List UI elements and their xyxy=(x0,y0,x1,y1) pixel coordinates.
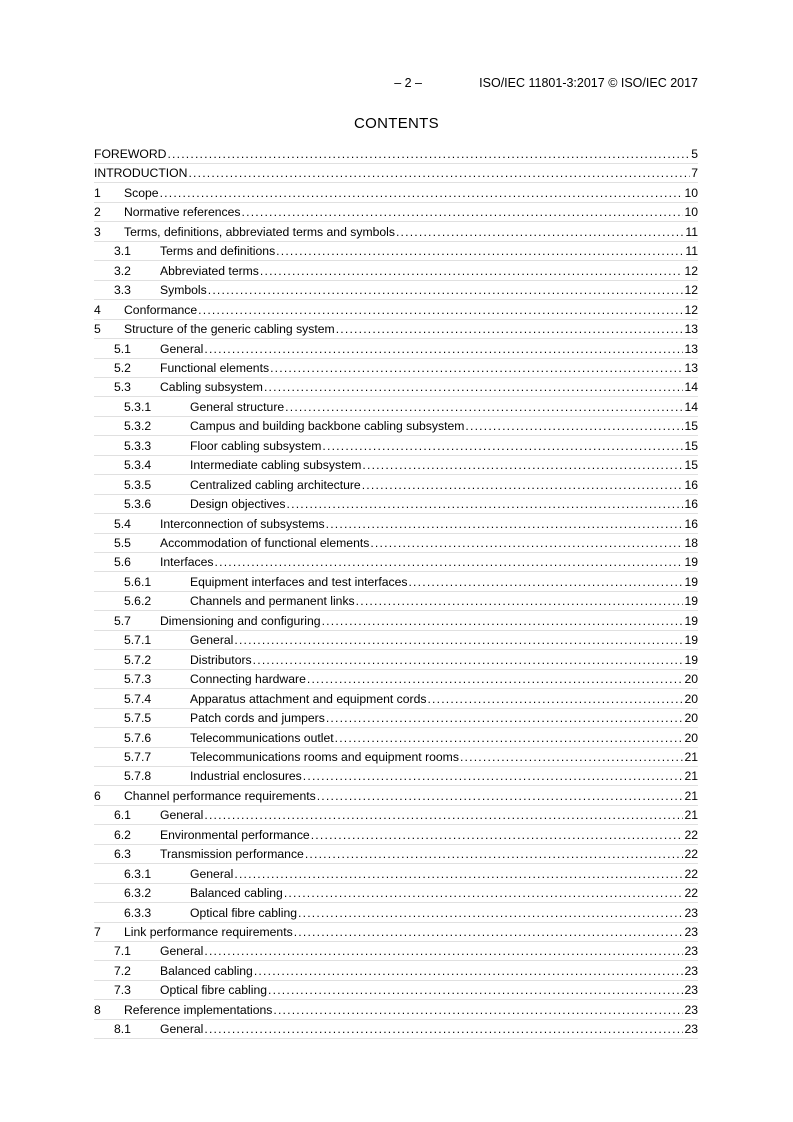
toc-dot-leader xyxy=(254,963,684,979)
toc-entry[interactable] xyxy=(94,632,698,648)
toc-separator xyxy=(94,280,698,281)
toc-entry[interactable] xyxy=(94,613,698,629)
toc-entry-page: 19 xyxy=(684,633,698,648)
toc-entry[interactable] xyxy=(94,788,698,804)
toc-separator xyxy=(94,260,698,261)
toc-separator xyxy=(94,163,698,164)
toc-dot-leader xyxy=(204,807,683,823)
toc-separator xyxy=(94,358,698,359)
toc-separator xyxy=(94,494,698,495)
toc-dot-leader xyxy=(270,360,683,376)
toc-entry-label: Abbreviated terms xyxy=(160,263,259,278)
toc-entry-number: 6.2 xyxy=(114,827,131,842)
toc-separator xyxy=(94,766,698,767)
toc-entry[interactable] xyxy=(94,943,698,959)
toc-dot-leader xyxy=(335,730,684,746)
toc-entry[interactable] xyxy=(94,516,698,532)
toc-entry-label: Industrial enclosures xyxy=(190,769,302,784)
toc-entry-label: Interfaces xyxy=(160,555,214,570)
toc-entry-page: 23 xyxy=(684,983,698,998)
toc-separator xyxy=(94,960,698,961)
toc-entry[interactable] xyxy=(94,885,698,901)
toc-entry-label: General xyxy=(160,944,204,959)
toc-entry-page: 16 xyxy=(684,516,698,531)
toc-entry-page: 21 xyxy=(684,788,698,803)
toc-entry-number: 7.3 xyxy=(114,983,131,998)
toc-separator xyxy=(94,785,698,786)
toc-dot-leader xyxy=(234,632,683,648)
toc-entry-number: 7 xyxy=(94,925,101,939)
toc-entry[interactable] xyxy=(94,924,698,940)
toc-entry-page: 11 xyxy=(685,224,698,239)
toc-dot-leader xyxy=(326,516,684,532)
toc-entry-label: FOREWORD xyxy=(94,147,167,161)
toc-entry[interactable] xyxy=(94,535,698,551)
toc-entry[interactable] xyxy=(94,671,698,687)
standard-id: ISO/IEC 11801-3:2017 © ISO/IEC 2017 xyxy=(479,76,698,90)
toc-entry-label: Equipment interfaces and test interfaces xyxy=(190,574,408,589)
toc-entry[interactable] xyxy=(94,496,698,512)
toc-entry-number: 5.7.3 xyxy=(124,672,152,687)
toc-entry-label: Interconnection of subsystems xyxy=(160,516,325,531)
toc-entry-page: 23 xyxy=(684,925,698,939)
toc-entry-page: 19 xyxy=(684,574,698,589)
toc-entry-page: 10 xyxy=(684,205,698,220)
toc-entry[interactable] xyxy=(94,730,698,746)
toc-entry-number: 5.3 xyxy=(114,380,131,395)
toc-entry[interactable] xyxy=(94,165,698,181)
toc-entry-label: Channels and permanent links xyxy=(190,594,355,609)
toc-entry[interactable] xyxy=(94,905,698,921)
toc-separator xyxy=(94,474,698,475)
toc-entry-page: 15 xyxy=(684,419,698,434)
toc-separator xyxy=(94,883,698,884)
toc-entry-number: 5.7.6 xyxy=(124,730,152,745)
toc-entry-label: Conformance xyxy=(124,302,198,317)
toc-entry-number: 3.3 xyxy=(114,283,131,298)
toc-dot-leader xyxy=(204,943,683,959)
toc-entry-page: 5 xyxy=(691,147,698,161)
toc-separator xyxy=(94,182,698,183)
toc-dot-leader xyxy=(215,554,684,570)
toc-separator xyxy=(94,922,698,923)
toc-separator xyxy=(94,941,698,942)
toc-separator xyxy=(94,202,698,203)
toc-dot-leader xyxy=(294,924,684,940)
toc-entry[interactable] xyxy=(94,438,698,454)
toc-dot-leader xyxy=(305,846,684,862)
toc-entry-page: 14 xyxy=(684,399,698,414)
toc-entry-page: 15 xyxy=(684,438,698,453)
toc-dot-leader xyxy=(326,710,684,726)
toc-separator xyxy=(94,455,698,456)
toc-entry-number: 8.1 xyxy=(114,1022,131,1037)
toc-entry-label: Reference implementations xyxy=(124,1002,273,1017)
toc-separator xyxy=(94,844,698,845)
toc-dot-leader xyxy=(204,341,683,357)
toc-separator xyxy=(94,708,698,709)
toc-separator xyxy=(94,377,698,378)
toc-separator xyxy=(94,513,698,514)
toc-entry-page: 14 xyxy=(684,380,698,395)
toc-entry-label: Balanced cabling xyxy=(160,963,253,978)
toc-separator xyxy=(94,435,698,436)
toc-separator xyxy=(94,669,698,670)
toc-entry-label: General xyxy=(160,341,204,356)
toc-separator xyxy=(94,863,698,864)
toc-entry-label: Symbols xyxy=(160,283,207,298)
toc-entry-number: 5.6.2 xyxy=(124,594,152,609)
toc-entry-number: 5.7.8 xyxy=(124,769,152,784)
toc-dot-leader xyxy=(287,496,684,512)
toc-entry-number: 5.7.1 xyxy=(124,633,152,648)
toc-entry-page: 23 xyxy=(684,905,698,920)
toc-entry-label: Floor cabling subsystem xyxy=(190,438,322,453)
toc-separator xyxy=(94,902,698,903)
toc-dot-leader xyxy=(303,768,684,784)
toc-entry[interactable] xyxy=(94,593,698,609)
toc-entry-number: 5.7.2 xyxy=(124,652,152,667)
toc-entry-label: General structure xyxy=(190,399,285,414)
toc-entry-number: 5.7.7 xyxy=(124,749,152,764)
toc-entry-label: Structure of the generic cabling system xyxy=(124,322,335,337)
toc-entry-page: 19 xyxy=(684,652,698,667)
toc-entry-label: Intermediate cabling subsystem xyxy=(190,458,362,473)
toc-dot-leader xyxy=(188,165,690,181)
toc-dot-leader xyxy=(322,438,683,454)
toc-separator xyxy=(94,1038,698,1039)
toc-separator xyxy=(94,241,698,242)
toc-entry-number: 6.1 xyxy=(114,808,131,823)
toc-dot-leader xyxy=(198,302,683,318)
toc-entry-label: Normative references xyxy=(124,205,241,220)
toc-entry-label: Campus and building backbone cabling subsystem xyxy=(190,419,465,434)
toc-entry-number: 8 xyxy=(94,1002,101,1017)
toc-entry-label: Apparatus attachment and equipment cords xyxy=(190,691,427,706)
toc-entry-number: 5.7 xyxy=(114,613,131,628)
toc-entry-label: Distributors xyxy=(190,652,252,667)
toc-dot-leader xyxy=(396,224,684,240)
toc-separator xyxy=(94,396,698,397)
page-header xyxy=(94,76,698,92)
toc-entry[interactable] xyxy=(94,379,698,395)
toc-entry-page: 22 xyxy=(684,866,698,881)
toc-entry-page: 16 xyxy=(684,497,698,512)
toc-entry[interactable] xyxy=(94,691,698,707)
toc-entry[interactable] xyxy=(94,963,698,979)
toc-entry[interactable] xyxy=(94,360,698,376)
toc-entry-number: 5.6 xyxy=(114,555,131,570)
toc-entry-label: Cabling subsystem xyxy=(160,380,263,395)
toc-dot-leader xyxy=(234,866,683,882)
toc-dot-leader xyxy=(427,691,683,707)
toc-entry[interactable] xyxy=(94,554,698,570)
toc-entry[interactable] xyxy=(94,846,698,862)
toc-entry-page: 19 xyxy=(684,594,698,609)
toc-entry-page: 22 xyxy=(684,886,698,901)
toc-entry-label: INTRODUCTION xyxy=(94,166,188,181)
toc-separator xyxy=(94,747,698,748)
toc-entry-label: Telecommunications rooms and equipment rooms xyxy=(190,749,459,764)
toc-separator xyxy=(94,319,698,320)
toc-entry-page: 11 xyxy=(685,244,698,259)
toc-dot-leader xyxy=(408,574,683,590)
toc-entry-number: 5.4 xyxy=(114,516,131,531)
toc-entry[interactable] xyxy=(94,302,698,318)
toc-entry[interactable] xyxy=(94,768,698,784)
toc-separator xyxy=(94,980,698,981)
toc-dot-leader xyxy=(264,379,683,395)
toc-entry-page: 21 xyxy=(684,808,698,823)
toc-dot-leader xyxy=(260,263,684,279)
toc-entry-page: 20 xyxy=(684,691,698,706)
toc-separator xyxy=(94,688,698,689)
toc-entry[interactable] xyxy=(94,1002,698,1018)
toc-entry-number: 7.1 xyxy=(114,944,131,959)
toc-dot-leader xyxy=(311,827,684,843)
toc-entry-number: 5.3.5 xyxy=(124,477,152,492)
toc-entry-page: 13 xyxy=(684,341,698,356)
toc-dot-leader xyxy=(336,321,684,337)
toc-entry[interactable] xyxy=(94,652,698,668)
toc-separator xyxy=(94,533,698,534)
toc-entry[interactable] xyxy=(94,185,698,201)
toc-entry[interactable] xyxy=(94,399,698,415)
toc-separator xyxy=(94,727,698,728)
toc-entry-label: General xyxy=(190,633,234,648)
toc-entry-page: 21 xyxy=(684,749,698,764)
toc-entry-number: 3 xyxy=(94,224,101,239)
toc-entry-page: 23 xyxy=(684,1022,698,1037)
toc-entry-page: 20 xyxy=(684,711,698,726)
toc-entry-page: 23 xyxy=(684,944,698,959)
toc-entry[interactable] xyxy=(94,243,698,259)
toc-separator xyxy=(94,299,698,300)
toc-entry-page: 23 xyxy=(684,1002,698,1017)
toc-entry-page: 22 xyxy=(684,827,698,842)
toc-entry-number: 5.2 xyxy=(114,360,131,375)
toc-entry-page: 20 xyxy=(684,672,698,687)
toc-separator xyxy=(94,999,698,1000)
toc-entry-page: 16 xyxy=(684,477,698,492)
toc-entry-label: General xyxy=(190,866,234,881)
toc-entry-page: 22 xyxy=(684,847,698,862)
toc-dot-leader xyxy=(322,613,684,629)
toc-dot-leader xyxy=(276,243,684,259)
toc-entry[interactable] xyxy=(94,827,698,843)
toc-entry-number: 5.3.4 xyxy=(124,458,152,473)
toc-separator xyxy=(94,591,698,592)
toc-entry[interactable] xyxy=(94,204,698,220)
toc-entry-page: 18 xyxy=(684,536,698,550)
toc-entry[interactable] xyxy=(94,321,698,337)
toc-entry[interactable] xyxy=(94,146,698,162)
toc-entry-number: 5.3.3 xyxy=(124,438,152,453)
toc-entry-page: 10 xyxy=(684,185,698,200)
toc-entry-label: General xyxy=(160,808,204,823)
toc-dot-leader xyxy=(460,749,684,765)
toc-entry-number: 7.2 xyxy=(114,963,131,978)
toc-dot-leader xyxy=(285,399,683,415)
toc-entry[interactable] xyxy=(94,457,698,473)
toc-separator xyxy=(94,824,698,825)
toc-entry-page: 12 xyxy=(684,263,698,278)
toc-entry-page: 15 xyxy=(684,458,698,473)
toc-entry-number: 5.5 xyxy=(114,536,131,550)
toc-entry-label: Terms and definitions xyxy=(160,244,276,259)
toc-dot-leader xyxy=(317,788,684,804)
toc-dot-leader xyxy=(167,146,690,162)
toc-entry-label: Accommodation of functional elements xyxy=(160,536,370,550)
toc-entry-label: General xyxy=(160,1022,204,1037)
toc-entry-number: 3.2 xyxy=(114,263,131,278)
toc-separator xyxy=(94,630,698,631)
toc-entry-label: Dimensioning and configuring xyxy=(160,613,321,628)
toc-entry[interactable] xyxy=(94,710,698,726)
toc-entry-number: 5.6.1 xyxy=(124,574,152,589)
toc-dot-leader xyxy=(362,457,683,473)
toc-entry-number: 5.1 xyxy=(114,341,131,356)
toc-entry-label: Scope xyxy=(124,185,159,200)
toc-dot-leader xyxy=(253,652,684,668)
toc-entry[interactable] xyxy=(94,418,698,434)
toc-entry-number: 5 xyxy=(94,322,101,337)
toc-entry[interactable] xyxy=(94,574,698,590)
toc-entry-page: 13 xyxy=(684,322,698,337)
toc-entry-label: Patch cords and jumpers xyxy=(190,711,325,726)
toc-entry-number: 3.1 xyxy=(114,244,131,259)
toc-dot-leader xyxy=(273,1002,683,1018)
toc-entry-label: Design objectives xyxy=(190,497,286,512)
toc-entry-number: 5.7.4 xyxy=(124,691,152,706)
toc-separator xyxy=(94,610,698,611)
toc-entry-number: 5.3.6 xyxy=(124,497,152,512)
toc-entry[interactable] xyxy=(94,866,698,882)
toc-entry-label: Balanced cabling xyxy=(190,886,283,901)
toc-entry[interactable] xyxy=(94,1021,698,1037)
toc-entry-label: Channel performance requirements xyxy=(124,788,316,803)
toc-separator xyxy=(94,221,698,222)
toc-entry-number: 5.7.5 xyxy=(124,711,152,726)
toc-entry-label: Connecting hardware xyxy=(190,672,306,687)
toc-entry-page: 12 xyxy=(684,283,698,298)
page-title: CONTENTS xyxy=(354,115,439,132)
toc-entry[interactable] xyxy=(94,749,698,765)
toc-separator xyxy=(94,571,698,572)
toc-dot-leader xyxy=(268,982,683,998)
toc-entry[interactable] xyxy=(94,341,698,357)
toc-entry-label: Functional elements xyxy=(160,360,270,375)
toc-dot-leader xyxy=(362,477,684,493)
toc-entry[interactable] xyxy=(94,224,698,240)
toc-entry-label: Terms, definitions, abbreviated terms and symbols xyxy=(124,224,395,239)
toc-dot-leader xyxy=(356,593,684,609)
toc-entry-label: Environmental performance xyxy=(160,827,310,842)
toc-entry[interactable] xyxy=(94,282,698,298)
toc-separator xyxy=(94,416,698,417)
toc-entry[interactable] xyxy=(94,263,698,279)
toc-entry-number: 1 xyxy=(94,185,101,200)
toc-dot-leader xyxy=(208,282,684,298)
toc-separator xyxy=(94,1019,698,1020)
toc-entry-page: 23 xyxy=(684,963,698,978)
toc-separator xyxy=(94,552,698,553)
toc-entry-page: 20 xyxy=(684,730,698,745)
toc-entry-number: 6.3.2 xyxy=(124,886,152,901)
toc-entry-label: Transmission performance xyxy=(160,847,304,862)
toc-dot-leader xyxy=(204,1021,683,1037)
toc-entry-label: Centralized cabling architecture xyxy=(190,477,361,492)
toc-dot-leader xyxy=(370,535,683,551)
toc-entry[interactable] xyxy=(94,982,698,998)
toc-separator xyxy=(94,649,698,650)
toc-entry-label: Optical fibre cabling xyxy=(190,905,298,920)
toc-dot-leader xyxy=(160,185,684,201)
toc-dot-leader xyxy=(465,418,683,434)
toc-entry[interactable] xyxy=(94,807,698,823)
toc-entry-label: Telecommunications outlet xyxy=(190,730,334,745)
toc-entry-page: 13 xyxy=(684,360,698,375)
toc-dot-leader xyxy=(284,885,684,901)
toc-entry-label: Link performance requirements xyxy=(124,925,293,939)
toc-entry-page: 21 xyxy=(684,769,698,784)
toc-entry-page: 7 xyxy=(691,166,698,181)
toc-entry-number: 2 xyxy=(94,205,101,220)
toc-entry-number: 6.3 xyxy=(114,847,131,862)
toc-entry-number: 6.3.1 xyxy=(124,866,152,881)
page-number: – 2 – xyxy=(394,76,422,90)
toc-entry-number: 6 xyxy=(94,788,101,803)
toc-entry-number: 5.3.1 xyxy=(124,399,152,414)
toc-separator xyxy=(94,338,698,339)
toc-entry-page: 19 xyxy=(684,613,698,628)
toc-dot-leader xyxy=(298,905,683,921)
toc-entry-number: 4 xyxy=(94,302,101,317)
toc-entry-page: 19 xyxy=(684,555,698,570)
toc-entry-label: Optical fibre cabling xyxy=(160,983,268,998)
toc-entry[interactable] xyxy=(94,477,698,493)
toc-dot-leader xyxy=(242,204,684,220)
toc-entry-page: 12 xyxy=(684,302,698,317)
toc-entry-number: 5.3.2 xyxy=(124,419,152,434)
toc-separator xyxy=(94,805,698,806)
toc-dot-leader xyxy=(307,671,684,687)
toc-entry-number: 6.3.3 xyxy=(124,905,152,920)
